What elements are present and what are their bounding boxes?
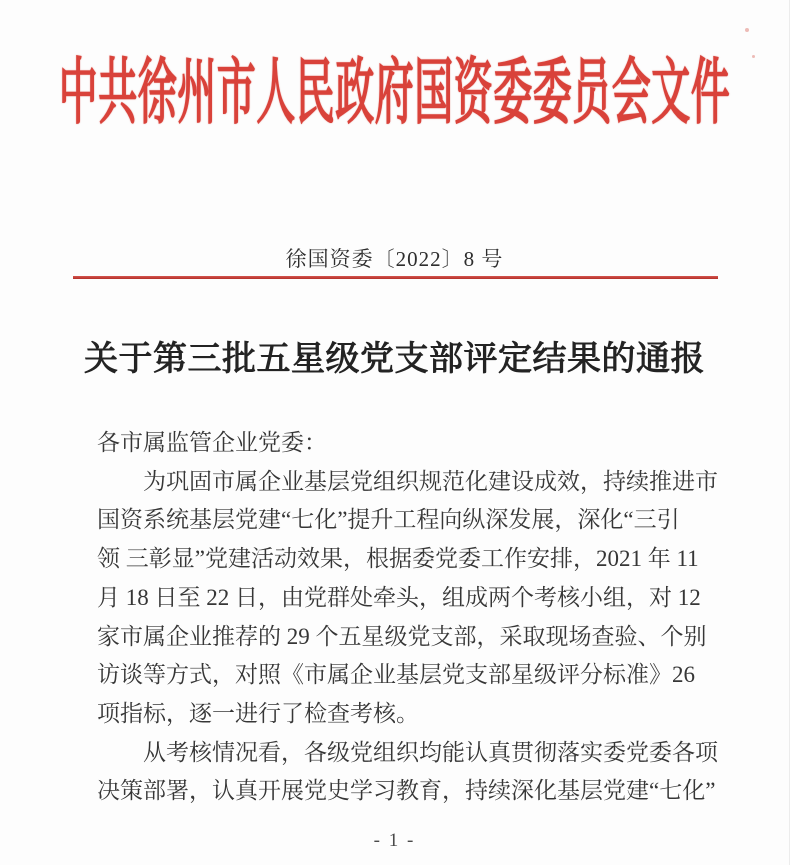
red-header-org-title: 中共徐州市人民政府国资委委员会文件: [58, 54, 731, 134]
page-number: - 1 -: [373, 830, 416, 851]
paragraph-line: 从考核情况看，各级党组织均能认真贯彻落实委党委各项: [143, 739, 718, 765]
paragraph-line: 国资系统基层党建“七化”提升工程向纵深发展，深化“三引: [97, 507, 680, 533]
paragraph-line: 领 三彰显”党建活动效果，根据委党委工作安排，2021 年 11: [97, 546, 699, 572]
paragraph-line: 项指标，逐一进行了检查考核。: [97, 700, 419, 726]
document-number: 徐国资委〔2022〕8 号: [285, 247, 504, 271]
paragraph-line: 为巩固市属企业基层党组织规范化建设成效，持续推进市: [143, 468, 718, 494]
salutation: 各市属监管企业党委：: [97, 430, 327, 455]
paragraph-line: 访谈等方式，对照《市属企业基层党支部星级评分标准》26: [97, 662, 695, 688]
document-title: 关于第三批五星级党支部评定结果的通报: [84, 341, 705, 378]
paragraph-line: 决策部署，认真开展党史学习教育，持续深化基层党建“七化”: [97, 778, 716, 804]
paragraph-line: 家市属企业推荐的 29 个五星级党支部，采取现场查验、个别: [97, 623, 707, 649]
paragraph-line: 月 18 日至 22 日，由党群处牵头，组成两个考核小组，对 12: [97, 584, 701, 610]
red-divider-line: [73, 276, 718, 279]
document-body: [97, 424, 718, 811]
